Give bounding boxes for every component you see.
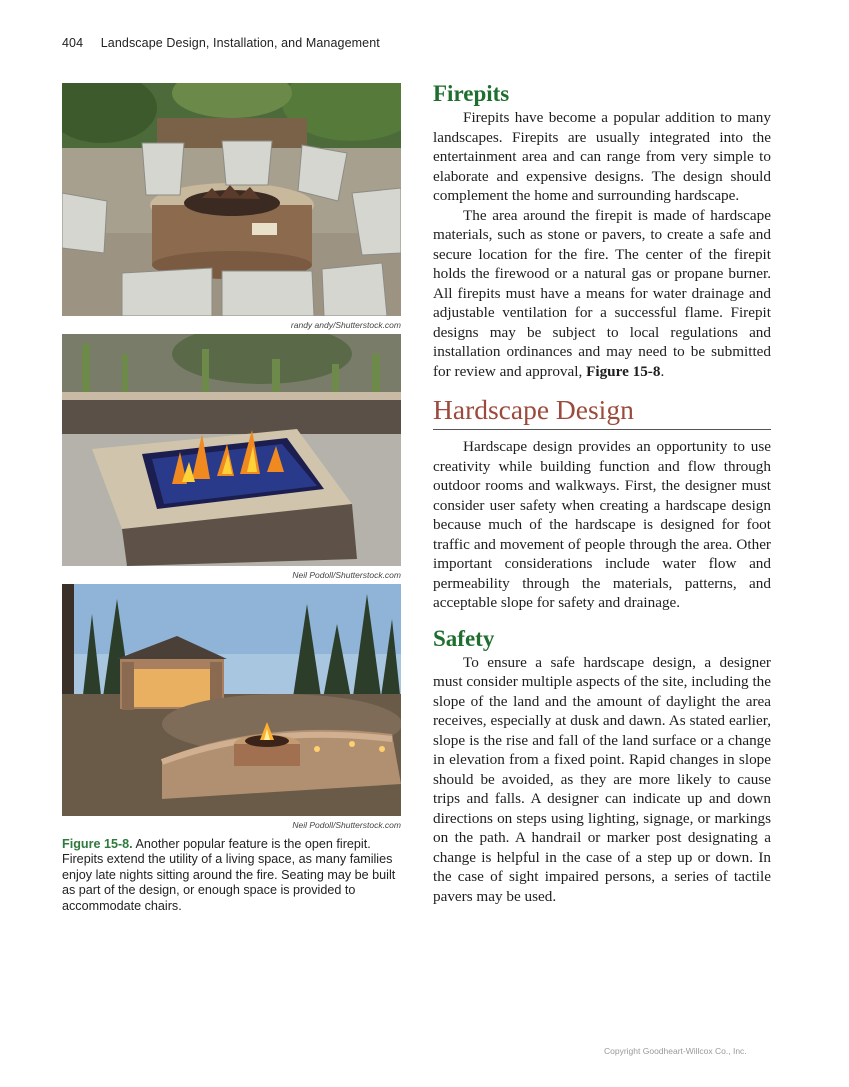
paragraph	[433, 206, 771, 382]
paragraph-end: .	[660, 362, 665, 380]
section-title-firepits: Firepits	[433, 81, 510, 106]
paragraph: Firepits have become a popular addition to many landscapes. Firepits are usually integrated into the entertainment area and can range from very simple to elaborate and expensive designs. The design should complement the home and surrounding hardscape.	[433, 109, 771, 204]
photo-rectangular-firepit	[62, 334, 401, 566]
text-column	[433, 80, 771, 906]
caption-text: Another popular feature is the open firepit. Firepits extend the utility of a living space, as many families enjoy late nights sitting around the fire. Seating may be built as part of the design, or enough space is provided to accommodate chairs.	[62, 837, 396, 913]
photo-credit: Neil Podoll/Shutterstock.com	[292, 570, 401, 580]
paragraph: To ensure a safe hardscape design, a designer must consider multiple aspects of the site, including the slope of the land and the amount of daylight the area receives, especially at dusk and dawn. As stated earlier, slope is the rise and fall of the land surface or a change in elevation from a fixed point. Rapid changes in slope should be avoided, as they are more likely to cause trips and falls. A designer can indicate up and down directions on steps using lighting, signage, or markings on the path. A handrail or marker post designating a change is helpful in the case of a step up or down. In the case of sight impaired persons, a series of tactile pavers may be used.	[433, 653, 771, 905]
paragraph-text: The area around the firepit is made of hardscape materials, such as stone or pavers, to create a safe and secure location for the fire. The center of the firepit holds the firewood or a natural gas or propane burner. All firepits must have a means for water drainage and adjustable ventilation for a successful flame. Firepit designs may be subject to local regulations and installation ordinances and may need to be submitted for review and approval,	[433, 206, 771, 380]
figure-label: Figure 15-8.	[62, 837, 133, 851]
book-title: Landscape Design, Installation, and Management	[100, 36, 380, 50]
figure-reference: Figure 15-8	[586, 362, 661, 380]
photo-credit: Neil Podoll/Shutterstock.com	[292, 820, 401, 830]
running-head	[62, 36, 380, 50]
photo-pavilion-firepit	[62, 584, 401, 816]
photo-credit: randy andy/Shutterstock.com	[290, 320, 401, 330]
section-title-hardscape-design: Hardscape Design	[433, 393, 771, 430]
paragraph: Hardscape design provides an opportunity to use creativity while building function and flow through outdoor rooms and walkways. First, the designer must consider user safety when creating a hardscape design because much of the hardscape is designed for foot traffic and movement of people through the area. Other important considerations include water flow and permeability through the materials, patterns, and acceptable slope for safety and drainage.	[433, 438, 771, 611]
section-title-safety: Safety	[433, 625, 495, 651]
photo-round-firepit	[62, 83, 401, 316]
copyright-notice: Copyright Goodheart-Willcox Co., Inc.	[604, 1046, 747, 1056]
figure-caption	[62, 837, 398, 914]
page-number: 404	[62, 36, 84, 50]
figure-column	[62, 83, 401, 914]
